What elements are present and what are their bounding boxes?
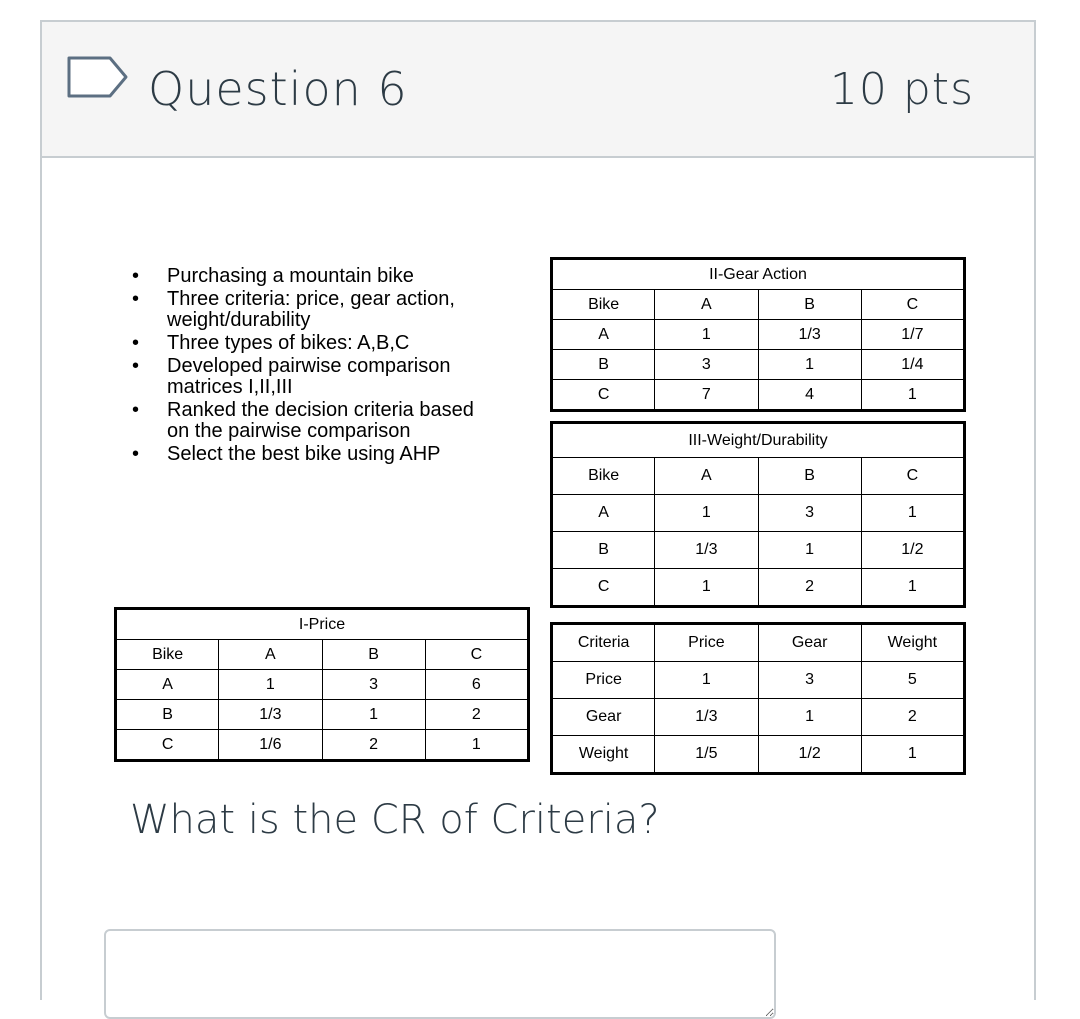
table-header-row [552,290,965,320]
table-cell: 5 [861,662,964,699]
header-cell: Bike [552,458,655,495]
table-row [116,730,529,761]
table-cell: 1 [655,320,758,350]
gear-action-matrix [550,257,966,412]
table-row [552,662,965,699]
answer-input[interactable] [104,929,776,1019]
table-cell: C [552,380,655,411]
table-row [552,320,965,350]
flag-question-icon[interactable] [66,54,130,102]
table-cell: 3 [758,662,861,699]
table-cell: 4 [758,380,861,411]
table-cell: 1/2 [758,736,861,774]
bullet-item: • Purchasing a mountain bike [132,266,492,287]
table-cell: Weight [552,736,655,774]
question-title: Question 6 [148,62,408,116]
table-row [552,699,965,736]
question-points: 10 pts [829,64,974,115]
table-cell: 2 [861,699,964,736]
table-cell: Gear [552,699,655,736]
table-cell: 6 [425,670,528,700]
table-cell: 3 [758,495,861,532]
table-header-row [552,458,965,495]
table-cell: C [552,569,655,607]
table-cell: 1 [655,495,758,532]
table-cell: 1/3 [219,700,322,730]
table-row [552,380,965,411]
problem-bullets [132,266,492,467]
table-cell: 1 [655,569,758,607]
price-matrix [114,607,530,762]
table-cell: 1 [758,350,861,380]
table-caption: III-Weight/Durability [552,423,965,458]
header-cell: A [219,640,322,670]
table-row [552,350,965,380]
header-cell: C [861,290,964,320]
table-cell: 1/3 [655,532,758,569]
header-cell: Bike [552,290,655,320]
header-cell: C [425,640,528,670]
bullet-item: • Three criteria: price, gear action, weight/durability [132,289,492,331]
header-cell: B [322,640,425,670]
table-cell: 1/2 [861,532,964,569]
table-cell: 1/4 [861,350,964,380]
table-cell: 1 [861,569,964,607]
table-cell: B [116,700,219,730]
table-cell: 2 [758,569,861,607]
header-cell: B [758,458,861,495]
header-cell: Bike [116,640,219,670]
table-header-row [552,624,965,662]
table-cell: 1 [861,495,964,532]
table-cell: Price [552,662,655,699]
table-cell: A [552,320,655,350]
table-cell: 2 [425,700,528,730]
table-cell: B [552,532,655,569]
question-header [42,22,1034,158]
question-prompt: What is the CR of Criteria? [130,797,660,843]
bullet-item: • Developed pairwise comparison matrices I,II,III [132,356,492,398]
criteria-matrix [550,622,966,775]
table-cell: 1 [758,699,861,736]
table-row [552,532,965,569]
table-header-row [116,640,529,670]
table-cell: A [116,670,219,700]
bullet-item: • Select the best bike using AHP [132,444,492,465]
header-cell: A [655,458,758,495]
table-cell: 1 [425,730,528,761]
table-row [116,700,529,730]
table-cell: A [552,495,655,532]
table-row [552,569,965,607]
header-cell: B [758,290,861,320]
bullet-item: • Three types of bikes: A,B,C [132,333,492,354]
table-cell: 1/3 [758,320,861,350]
table-cell: 1/6 [219,730,322,761]
table-cell: B [552,350,655,380]
table-row [552,736,965,774]
table-cell: 1 [655,662,758,699]
table-cell: 3 [655,350,758,380]
table-cell: 3 [322,670,425,700]
table-caption: II-Gear Action [552,259,965,290]
table-cell: 1 [322,700,425,730]
table-row [552,495,965,532]
table-cell: 1 [861,736,964,774]
question-card [40,20,1036,1000]
table-cell: 1/5 [655,736,758,774]
table-cell: 1/3 [655,699,758,736]
table-cell: 1/7 [861,320,964,350]
weight-durability-matrix [550,421,966,608]
table-cell: 2 [322,730,425,761]
table-caption: I-Price [116,609,529,640]
header-cell: A [655,290,758,320]
table-cell: 7 [655,380,758,411]
header-cell: Criteria [552,624,655,662]
table-cell: 1 [758,532,861,569]
table-row [116,670,529,700]
header-cell: Price [655,624,758,662]
header-cell: C [861,458,964,495]
header-cell: Weight [861,624,964,662]
table-cell: C [116,730,219,761]
table-cell: 1 [219,670,322,700]
bullet-item: • Ranked the decision criteria based on the pairwise comparison [132,400,492,442]
table-cell: 1 [861,380,964,411]
header-cell: Gear [758,624,861,662]
